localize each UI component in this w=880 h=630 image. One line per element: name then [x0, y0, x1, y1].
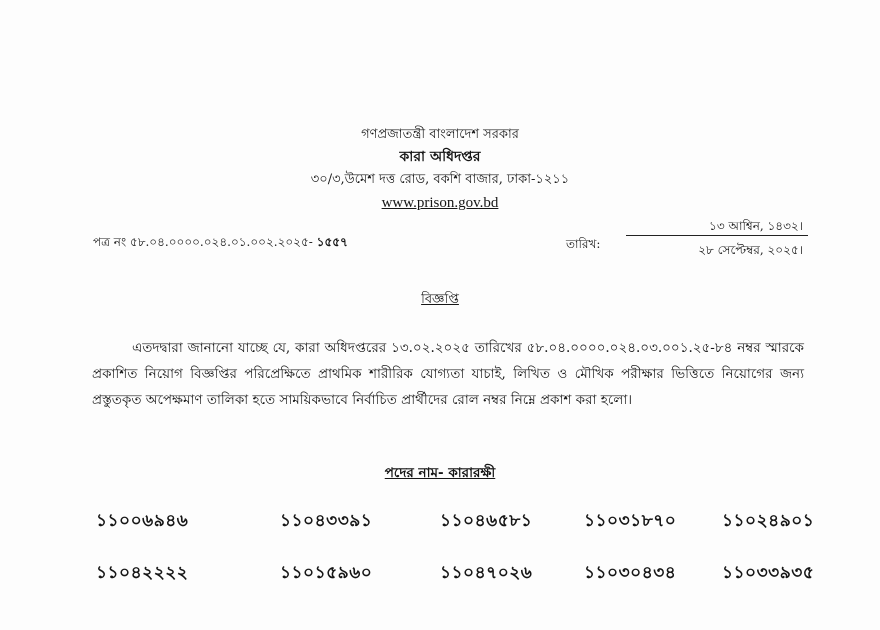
roll-number: ১১০৪৬৫৮১ [440, 511, 533, 531]
roll-number: ১১০৪২২২২ [96, 563, 189, 583]
government-name: গণপ্রজাতন্ত্রী বাংলাদেশ সরকার [361, 127, 519, 142]
department-name: কারা অধিদপ্তর [399, 149, 481, 165]
post-name: পদের নাম- কারারক্ষী [384, 465, 496, 481]
roll-number: ১১০০৬৯৪৬ [96, 511, 189, 531]
roll-number: ১১০৩১৮৭০ [584, 511, 677, 531]
date-gregorian: ২৮ সেপ্টেম্বর, ২০২৫। [698, 243, 803, 257]
date-bangla-calendar: ১৩ আশ্বিন, ১৪৩২। [709, 219, 803, 233]
roll-number: ১১০৩৩৯৩৫ [722, 563, 815, 583]
notice-title: বিজ্ঞপ্তি [421, 292, 459, 307]
roll-number: ১১০১৫৯৬০ [280, 563, 373, 583]
memo-number: ১৫৫৭ [316, 235, 348, 249]
roll-number: ১১০৪৩৩৯১ [280, 511, 373, 531]
memo-prefix: পত্র নং ৫৮.০৪.০০০০.০২৪.০১.০০২.২০২৫- [93, 235, 313, 249]
notice-body: এতদদ্বারা জানানো যাচ্ছে যে, কারা অধিদপ্তরের ১৩.০২.২০২৫ তারিখের ৫৮.০৪.০০০০.০২৪.০৩.০০১.২৫-৮৪ নম্বর স্মারকে প্রকাশিত নিয়োগ বিজ্ঞপ্তির পরিপ্রেক্ষিতে প্রাথমিক শারীরিক যোগ্যতা যাচাই, লিখিত ও মৌখিক পরীক্ষার ভিত্তিতে নিয়োগের জন্য প্রস্তুতকৃত অপেক্ষমাণ তালিকা হতে সাময়িকভাবে নির্বাচিত প্রার্থীদের রোল নম্বর নিম্নে প্রকাশ করা হলো। [92, 340, 804, 408]
office-address: ৩০/৩,উমেশ দত্ত রোড, বকশি বাজার, ঢাকা-১২১১ [310, 172, 570, 187]
roll-number: ১১০৪৭০২৬ [440, 563, 533, 583]
website-link[interactable]: www.prison.gov.bd [381, 195, 499, 211]
date-label: তারিখ: [566, 237, 601, 251]
roll-number: ১১০২৪৯০১ [722, 511, 815, 531]
roll-number: ১১০৩০৪৩৪ [584, 563, 677, 583]
